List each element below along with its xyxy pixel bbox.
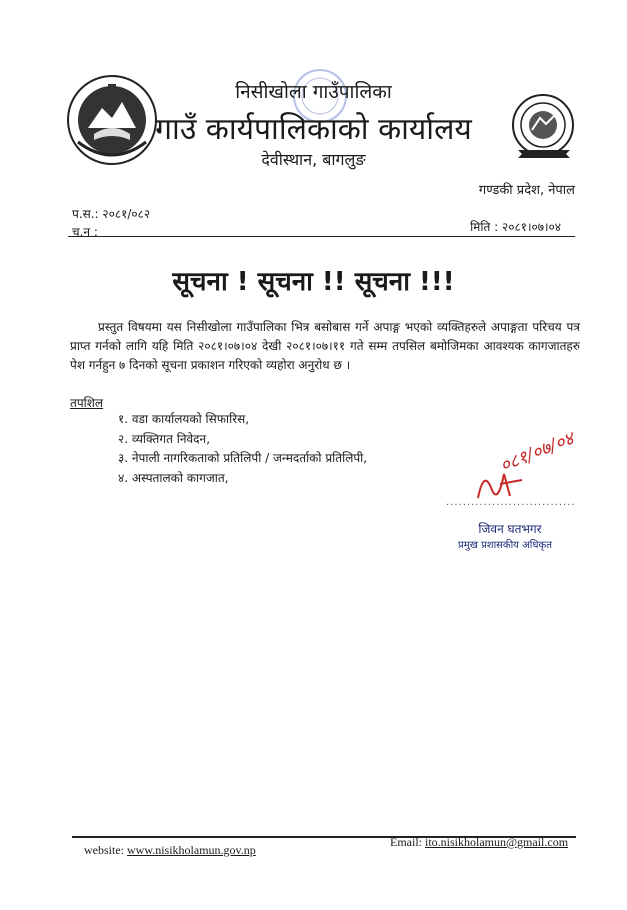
notice-heading: सूचना ! सूचना !! सूचना !!!: [172, 267, 455, 297]
chalani-number: च.न :: [72, 225, 98, 239]
signatory-title: प्रमुख प्रशासकीय अधिकृत: [458, 540, 552, 551]
patra-sankhya: प.स.: २०८१/०८२: [72, 207, 151, 221]
website-label: website:: [84, 843, 127, 857]
footer-email: [390, 835, 568, 850]
office-title: गाउँ कार्यपालिकाको कार्यालय: [155, 112, 472, 147]
document-list: [118, 410, 367, 488]
list-item: ३. नेपाली नागरिकताको प्रतिलिपी / जन्मदर्ताको प्रतिलिपी,: [118, 451, 368, 465]
province-label: गण्डकी प्रदेश, नेपाल: [478, 183, 575, 198]
email-label: Email:: [390, 835, 425, 849]
notice-body: प्रस्तुत विषयमा यस निसीखोला गाउँपालिका भित्र बसोबास गर्ने अपाङ्ग भएको व्यक्तिहरुले अपाङ्गता परिचय पत्र प्राप्त गर्नको लागि यहि मिति २०८१।०७।०४ देखी २०८१।०७।११ गते सम्म तपसिल बमोजिमका आवश्यक कागजातहरु पेश गर्नहुन ७ दिनको सूचना प्रकाशन गरिएको व्यहोरा अनुरोध छ ।: [70, 320, 580, 372]
letter-date: मिति : २०८१।०७।०४: [470, 220, 561, 234]
handwritten-date: ०८१/०७/०४: [497, 428, 577, 477]
signatory-name: जिवन घतभगर: [478, 522, 542, 536]
list-title: तपशिल: [70, 396, 104, 410]
municipality-name: निसीखोला गाउँपालिका: [235, 81, 392, 103]
list-item: ४. अस्पतालको कागजात,: [118, 470, 229, 485]
header-divider: [68, 236, 575, 237]
email-link[interactable]: ito.nisikholamun@gmail.com: [425, 835, 569, 849]
signature-line: ...............................: [446, 497, 576, 508]
list-item: २. व्यक्तिगत निवेदन,: [118, 431, 211, 446]
list-item: १. वडा कार्यालयको सिफारिस,: [118, 412, 250, 426]
footer-website: [84, 843, 256, 858]
office-address: देवीस्थान, बागलुङ: [261, 150, 366, 169]
website-link[interactable]: www.nisikholamun.gov.np: [127, 843, 256, 857]
